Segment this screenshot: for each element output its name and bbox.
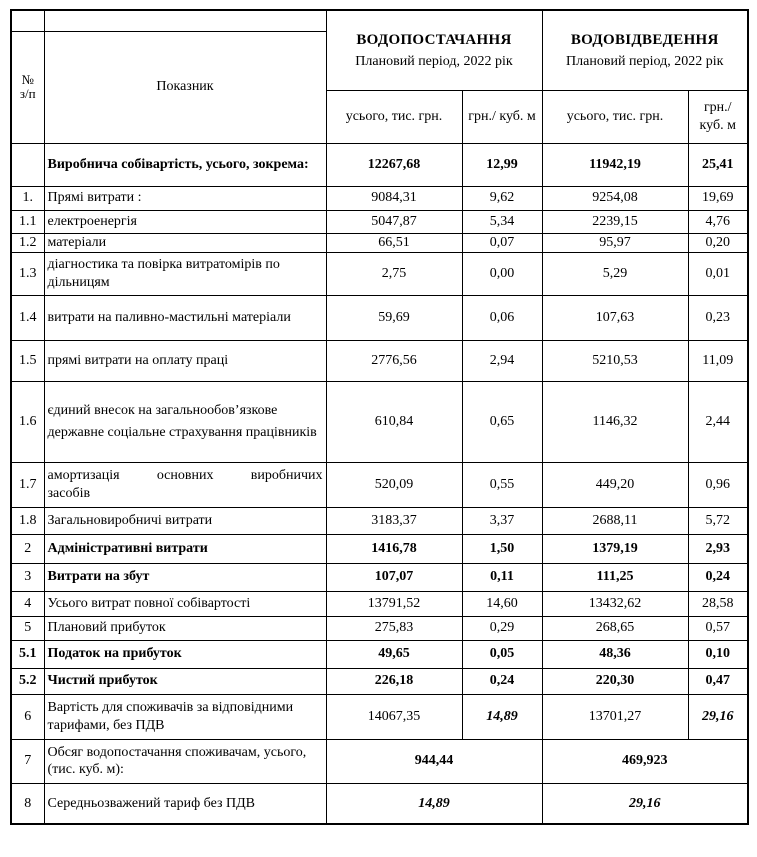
ws-total: 13791,52 <box>326 591 462 616</box>
sw-total: 95,97 <box>542 233 688 252</box>
row-label: електроенергія <box>44 210 326 233</box>
sewerage-header <box>542 10 748 90</box>
sw-total-header: усього, тис. грн. <box>542 90 688 143</box>
ws-total: 1416,78 <box>326 534 462 563</box>
ws-unit: 14,60 <box>462 591 542 616</box>
sw-total: 107,63 <box>542 295 688 340</box>
table-row <box>11 210 748 233</box>
ws-unit: 0,07 <box>462 233 542 252</box>
row-label: Чистий прибуток <box>44 668 326 694</box>
row-label: Усього витрат повної собівартості <box>44 591 326 616</box>
sw-unit: 11,09 <box>688 340 748 381</box>
ws-total: 2776,56 <box>326 340 462 381</box>
ws-total: 5047,87 <box>326 210 462 233</box>
row-label-line2: засобів <box>47 485 91 501</box>
ws-total: 610,84 <box>326 381 462 462</box>
row-label-line1: амортизація основних виробничих <box>47 468 323 483</box>
row-label: матеріали <box>44 233 326 252</box>
row-label: Плановий прибуток <box>44 616 326 640</box>
row-label: Податок на прибуток <box>44 640 326 668</box>
ws-total: 59,69 <box>326 295 462 340</box>
water-supply-title: ВОДОПОСТАЧАННЯ <box>356 31 512 48</box>
ws-unit: 0,24 <box>462 668 542 694</box>
ws-unit: 0,05 <box>462 640 542 668</box>
sw-total: 111,25 <box>542 563 688 591</box>
row-num: 1.1 <box>11 210 44 233</box>
sw-unit: 2,44 <box>688 381 748 462</box>
header-num <box>11 31 44 143</box>
ws-unit: 0,11 <box>462 563 542 591</box>
sw-unit: 0,57 <box>688 616 748 640</box>
sw-unit: 0,23 <box>688 295 748 340</box>
sw-total: 1379,19 <box>542 534 688 563</box>
sw-unit: 19,69 <box>688 186 748 210</box>
row-label: прямі витрати на оплату праці <box>44 340 326 381</box>
ws-unit: 0,00 <box>462 252 542 295</box>
table-row <box>11 739 748 783</box>
sw-total: 5210,53 <box>542 340 688 381</box>
table-row <box>11 534 748 563</box>
sw-unit: 5,72 <box>688 507 748 534</box>
sw-total: 268,65 <box>542 616 688 640</box>
row-num: 5.2 <box>11 668 44 694</box>
sw-unit: 4,76 <box>688 210 748 233</box>
row-label: Загальновиробничі витрати <box>44 507 326 534</box>
sw-total: 11942,19 <box>542 143 688 186</box>
header-row-top <box>11 10 748 31</box>
row-label: Прямі витрати : <box>44 186 326 210</box>
ws-total: 2,75 <box>326 252 462 295</box>
ws-total: 14067,35 <box>326 694 462 739</box>
row-num: 1.6 <box>11 381 44 462</box>
row-num: 4 <box>11 591 44 616</box>
table-row <box>11 295 748 340</box>
ws-total: 3183,37 <box>326 507 462 534</box>
ws-total: 49,65 <box>326 640 462 668</box>
sw-unit: 0,10 <box>688 640 748 668</box>
table-row <box>11 186 748 210</box>
table-row <box>11 340 748 381</box>
row-num: 7 <box>11 739 44 783</box>
ws-unit: 1,50 <box>462 534 542 563</box>
row-label: Адміністративні витрати <box>44 534 326 563</box>
row-num: 6 <box>11 694 44 739</box>
header-blank-indicator <box>44 10 326 31</box>
sw-unit: 0,47 <box>688 668 748 694</box>
tariff-table <box>10 9 749 825</box>
row-label: Обсяг водопостачання споживачам, усього, (тис. куб. м): <box>44 739 326 783</box>
table-row <box>11 233 748 252</box>
row-label: діагностика та повірка витратомірів по дільницям <box>44 252 326 295</box>
ws-value: 944,44 <box>326 739 542 783</box>
sw-unit-header: грн./ куб. м <box>688 90 748 143</box>
table-row <box>11 507 748 534</box>
sw-unit: 2,93 <box>688 534 748 563</box>
table-row <box>11 381 748 462</box>
row-num: 1.3 <box>11 252 44 295</box>
indicator-label: Показник <box>156 79 214 95</box>
water-supply-header <box>326 10 542 90</box>
row-num: 1. <box>11 186 44 210</box>
ws-total: 12267,68 <box>326 143 462 186</box>
sewerage-period: Плановий період, 2022 рік <box>566 54 724 69</box>
row-label: Середньозважений тариф без ПДВ <box>44 783 326 824</box>
sw-total: 2688,11 <box>542 507 688 534</box>
num-label: № з/п <box>19 72 36 101</box>
sw-unit: 29,16 <box>688 694 748 739</box>
row-label: Витрати на збут <box>44 563 326 591</box>
row-num: 1.7 <box>11 462 44 507</box>
sw-total: 13701,27 <box>542 694 688 739</box>
table-row <box>11 252 748 295</box>
ws-total: 107,07 <box>326 563 462 591</box>
row-num: 2 <box>11 534 44 563</box>
ws-unit: 9,62 <box>462 186 542 210</box>
sw-total: 5,29 <box>542 252 688 295</box>
sewerage-title: ВОДОВІДВЕДЕННЯ <box>570 31 719 48</box>
ws-total: 275,83 <box>326 616 462 640</box>
ws-unit: 0,06 <box>462 295 542 340</box>
table-row <box>11 563 748 591</box>
table-row <box>11 616 748 640</box>
sw-unit: 25,41 <box>688 143 748 186</box>
sw-unit: 0,24 <box>688 563 748 591</box>
table-row <box>11 694 748 739</box>
ws-unit: 12,99 <box>462 143 542 186</box>
row-label: єдиний внесок на загальнообов’язкове державне соціальне страхування працівників <box>44 381 326 462</box>
ws-unit: 2,94 <box>462 340 542 381</box>
ws-unit: 14,89 <box>462 694 542 739</box>
row-label: витрати на паливно-мастильні матеріали <box>44 295 326 340</box>
ws-value: 14,89 <box>326 783 542 824</box>
sw-total: 1146,32 <box>542 381 688 462</box>
sw-total: 2239,15 <box>542 210 688 233</box>
sw-value: 469,923 <box>542 739 748 783</box>
row-label: Виробнича собівартість, усього, зокрема: <box>44 143 326 186</box>
table-row <box>11 783 748 824</box>
ws-unit: 0,65 <box>462 381 542 462</box>
sw-unit: 0,96 <box>688 462 748 507</box>
ws-unit: 5,34 <box>462 210 542 233</box>
table-row <box>11 591 748 616</box>
row-num: 1.8 <box>11 507 44 534</box>
row-num: 1.4 <box>11 295 44 340</box>
ws-unit-header: грн./ куб. м <box>462 90 542 143</box>
ws-total: 226,18 <box>326 668 462 694</box>
water-supply-period: Плановий період, 2022 рік <box>355 54 513 69</box>
header-blank-num <box>11 10 44 31</box>
ws-total: 9084,31 <box>326 186 462 210</box>
ws-total: 520,09 <box>326 462 462 507</box>
row-num: 1.2 <box>11 233 44 252</box>
row-label: Вартість для споживачів за відповідними тарифами, без ПДВ <box>44 694 326 739</box>
row-num: 5.1 <box>11 640 44 668</box>
ws-total-header: усього, тис. грн. <box>326 90 462 143</box>
sw-total: 13432,62 <box>542 591 688 616</box>
table-row <box>11 462 748 507</box>
row-num: 3 <box>11 563 44 591</box>
sw-value: 29,16 <box>542 783 748 824</box>
ws-unit: 0,55 <box>462 462 542 507</box>
row-label <box>44 462 326 507</box>
ws-unit: 0,29 <box>462 616 542 640</box>
header-indicator <box>44 31 326 143</box>
row-num <box>11 143 44 186</box>
row-num: 5 <box>11 616 44 640</box>
sw-unit: 0,20 <box>688 233 748 252</box>
ws-total: 66,51 <box>326 233 462 252</box>
table-row <box>11 640 748 668</box>
sw-total: 9254,08 <box>542 186 688 210</box>
sw-total: 449,20 <box>542 462 688 507</box>
table-row <box>11 668 748 694</box>
row-num: 1.5 <box>11 340 44 381</box>
ws-unit: 3,37 <box>462 507 542 534</box>
sw-unit: 28,58 <box>688 591 748 616</box>
sw-total: 48,36 <box>542 640 688 668</box>
sw-unit: 0,01 <box>688 252 748 295</box>
table-row <box>11 143 748 186</box>
sw-total: 220,30 <box>542 668 688 694</box>
row-num: 8 <box>11 783 44 824</box>
